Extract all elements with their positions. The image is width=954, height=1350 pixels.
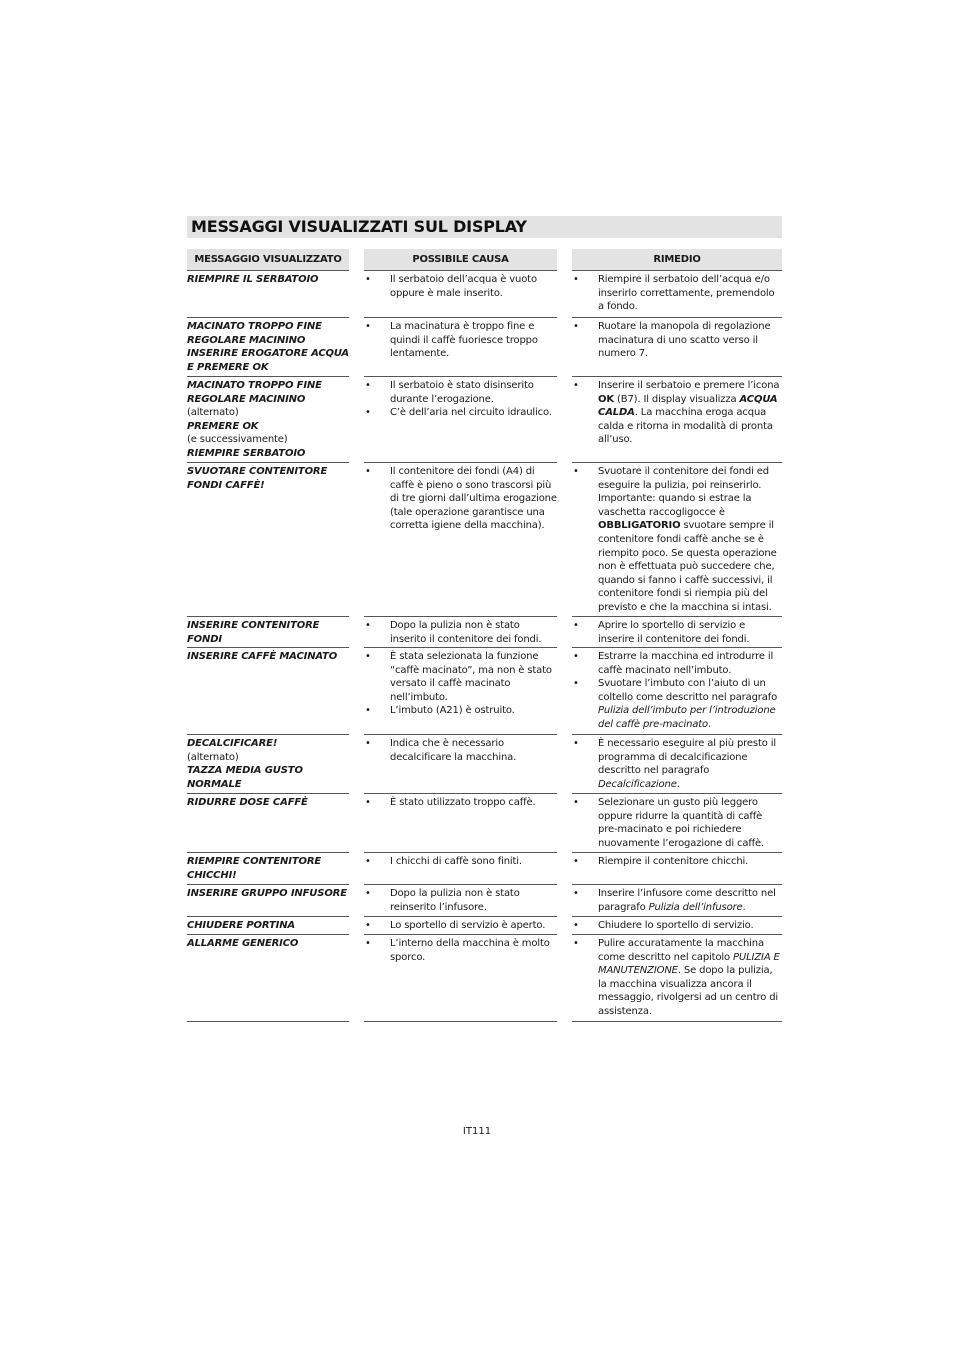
remedy-list [572, 937, 782, 1019]
text-run: Riempire il serbatoio dell’acqua e/o inserirlo correttamente, premendolo a fondo. [598, 274, 775, 313]
table-row [0, 793, 954, 852]
text-run: Inserire l’infusore come descritto nel paragrafo [598, 888, 776, 913]
cause-item [364, 406, 557, 420]
remedy-item [572, 737, 782, 791]
remedy-list [572, 650, 782, 732]
remedy-cell [572, 462, 782, 616]
text-run: Svuotare il contenitore dei fondi ed eseguire la pulizia, poi reinserirlo. Importante: quando si estrae la vaschetta raccogligocce è [598, 466, 769, 518]
cause-cell [364, 852, 557, 884]
remedy-item [572, 465, 782, 615]
cause-list [364, 919, 557, 933]
message-line: RIEMPIRE IL SERBATOIO [187, 274, 319, 285]
message-cell [187, 734, 349, 793]
message-cell [187, 376, 349, 462]
text-run: Lo sportello di servizio è aperto. [390, 920, 546, 931]
cause-cell [364, 647, 557, 734]
text-run: Decalcificazione [598, 778, 677, 790]
cause-cell [364, 934, 557, 1021]
text-run: Ruotare la manopola di regolazione macinatura di uno scatto verso il numero 7. [598, 321, 771, 360]
remedy-list [572, 273, 782, 314]
table-row [0, 852, 954, 884]
text-run: OK [598, 393, 614, 405]
cause-item [364, 273, 557, 300]
remedy-cell [572, 270, 782, 317]
remedy-item [572, 796, 782, 850]
cause-cell [364, 462, 557, 616]
remedy-item [572, 619, 782, 646]
remedy-item [572, 677, 782, 731]
text-run: I chicchi di caffè sono finiti. [390, 856, 522, 867]
remedy-list [572, 887, 782, 914]
message-line: INSERIRE EROGATORE ACQUA E PREMERE OK [187, 348, 349, 373]
table-row [0, 884, 954, 916]
message-cell [187, 934, 349, 1021]
text-run: Pulizia dell’infusore [648, 901, 743, 913]
cause-list [364, 650, 557, 718]
remedy-item [572, 919, 782, 933]
text-run: . [742, 901, 746, 913]
text-run: Selezionare un gusto più leggero oppure ridurre la quantità di caffè pre-macinato e poi richiedere nuovamente l’erogazione di caffè. [598, 797, 765, 849]
text-run: Estrarre la macchina ed introdurre il caffè macinato nell’imbuto. [598, 651, 774, 676]
text-run: Il serbatoio è stato disinserito durante l’erogazione. [390, 380, 534, 405]
message-line: INSERIRE CONTENITORE FONDI [187, 620, 320, 645]
message-line: (alternato) [187, 407, 239, 419]
table-row [0, 647, 954, 734]
message-line: (alternato) [187, 751, 239, 763]
remedy-cell [572, 916, 782, 934]
text-run: Pulire accuratamente la macchina come descritto nel capitolo [598, 938, 764, 963]
cause-list [364, 273, 557, 300]
remedy-list [572, 855, 782, 869]
cause-item [364, 737, 557, 764]
remedy-cell [572, 852, 782, 884]
message-line: INSERIRE CAFFÈ MACINATO [187, 651, 338, 662]
cause-cell [364, 793, 557, 852]
message-line: RIEMPIRE SERBATOIO [187, 447, 306, 459]
remedy-cell [572, 934, 782, 1021]
message-line: REGOLARE MACININO [187, 393, 306, 405]
remedy-item [572, 273, 782, 314]
table-bottom-rule [572, 1021, 782, 1022]
remedy-item [572, 887, 782, 914]
text-run: È necessario eseguire al più presto il programma di decalcificazione descritto nel paragrafo [598, 738, 776, 777]
cause-list [364, 320, 557, 361]
cause-item [364, 887, 557, 914]
remedy-list [572, 737, 782, 791]
message-cell [187, 916, 349, 934]
cause-item [364, 796, 557, 810]
text-run: Svuotare l’imbuto con l’aiuto di un coltello come descritto nel paragrafo [598, 678, 778, 703]
message-line: MACINATO TROPPO FINE [187, 380, 322, 391]
table-row [0, 270, 954, 317]
cause-item [364, 937, 557, 964]
text-run: Il contenitore dei fondi (A4) di caffè è pieno o sono trascorsi più di tre giorni dall’ultima erogazione (tale operazione garantisce una corretta igiene della macchina). [390, 466, 557, 532]
remedy-list [572, 796, 782, 850]
text-run: . [676, 778, 680, 790]
cause-list [364, 887, 557, 914]
cause-cell [364, 270, 557, 317]
cause-list [364, 796, 557, 810]
text-run: Aprire lo sportello di servizio e inserire il contenitore dei fondi. [598, 620, 750, 645]
remedy-item [572, 320, 782, 361]
text-run: C’è dell’aria nel circuito idraulico. [390, 407, 552, 419]
message-line: ALLARME GENERICO [187, 938, 299, 949]
cause-cell [364, 376, 557, 462]
message-line: CHIUDERE PORTINA [187, 920, 296, 931]
remedy-list [572, 465, 782, 615]
table-row [0, 616, 954, 647]
column-header-remedy: RIMEDIO [572, 249, 782, 270]
column-header-cause: POSSIBILE CAUSA [364, 249, 557, 270]
text-run: È stato utilizzato troppo caffè. [390, 797, 536, 808]
text-run: Il serbatoio dell’acqua è vuoto oppure è male inserito. [390, 274, 537, 299]
cause-item [364, 855, 557, 869]
cause-cell [364, 317, 557, 376]
cause-list [364, 855, 557, 869]
table-row [0, 734, 954, 793]
message-cell [187, 884, 349, 916]
cause-cell [364, 916, 557, 934]
message-line: SVUOTARE CONTENITORE FONDI CAFFÈ! [187, 466, 328, 491]
remedy-list [572, 320, 782, 361]
text-run: svuotare sempre il contenitore fondi caffè anche se è riempito poco. Se questa operazione non è effettuata può succedere che, quando si fanno i caffè successivi, il contenitore fondi si riempia più del previsto e che la macchina si intasi. [598, 520, 777, 613]
message-line: INSERIRE GRUPPO INFUSORE [187, 888, 347, 899]
message-cell [187, 462, 349, 616]
cause-item [364, 704, 557, 718]
message-line: DECALCIFICARE! [187, 738, 278, 749]
remedy-item [572, 937, 782, 1019]
cause-list [364, 619, 557, 646]
message-line: TAZZA MEDIA GUSTO NORMALE [187, 765, 303, 790]
message-cell [187, 793, 349, 852]
text-run: (B7). Il display visualizza [613, 393, 740, 405]
page-number: IT111 [462, 1126, 492, 1137]
text-run: Dopo la pulizia non è stato reinserito l’infusore. [390, 888, 520, 913]
cause-list [364, 379, 557, 420]
cause-item [364, 619, 557, 646]
text-run: Indica che è necessario decalcificare la macchina. [390, 738, 517, 763]
message-line: RIEMPIRE CONTENITORE CHICCHI! [187, 856, 322, 881]
remedy-cell [572, 317, 782, 376]
message-cell [187, 647, 349, 734]
table-bottom-rule [187, 1021, 349, 1022]
cause-item [364, 919, 557, 933]
text-run: . Se dopo la pulizia, la macchina visualizza ancora il messaggio, rivolgersi ad un centro di assistenza. [598, 965, 779, 1017]
table-row [0, 916, 954, 934]
text-run: OBBLIGATORIO [598, 520, 681, 532]
message-cell [187, 852, 349, 884]
message-line: MACINATO TROPPO FINE [187, 321, 322, 332]
text-run: PULIZIA E MANUTENZIONE [598, 951, 780, 977]
table-row [0, 376, 954, 462]
message-line: RIDURRE DOSE CAFFÈ [187, 797, 308, 808]
remedy-cell [572, 793, 782, 852]
text-run: ACQUA CALDA [598, 393, 778, 419]
text-run: . [708, 718, 712, 730]
table-row [0, 317, 954, 376]
remedy-cell [572, 616, 782, 647]
remedy-cell [572, 884, 782, 916]
cause-item [364, 320, 557, 361]
remedy-item [572, 855, 782, 869]
cause-list [364, 937, 557, 964]
message-line: REGOLARE MACININO [187, 334, 306, 346]
message-cell [187, 616, 349, 647]
table-row [0, 462, 954, 616]
cause-item [364, 650, 557, 704]
cause-cell [364, 616, 557, 647]
message-cell [187, 270, 349, 317]
remedy-cell [572, 647, 782, 734]
message-line: (e successivamente) [187, 434, 288, 446]
remedy-list [572, 919, 782, 933]
cause-item [364, 465, 557, 533]
section-title: MESSAGGI VISUALIZZATI SUL DISPLAY [191, 217, 527, 236]
cause-cell [364, 734, 557, 793]
message-cell [187, 317, 349, 376]
cause-cell [364, 884, 557, 916]
text-run: Dopo la pulizia non è stato inserito il contenitore dei fondi. [390, 620, 542, 645]
text-run: La macinatura è troppo fine e quindi il caffè fuoriesce troppo lentamente. [390, 321, 538, 360]
text-run: . La macchina eroga acqua calda e ritorna in modalità di pronta all’uso. [598, 407, 773, 446]
remedy-item [572, 650, 782, 677]
text-run: Riempire il contenitore chicchi. [598, 856, 749, 867]
remedy-cell [572, 734, 782, 793]
cause-item [364, 379, 557, 406]
cause-list [364, 465, 557, 533]
text-run: Chiudere lo sportello di servizio. [598, 920, 754, 931]
remedy-cell [572, 376, 782, 462]
text-run: Pulizia dell’imbuto per l’introduzione del caffè pre-macinato [598, 705, 776, 730]
section-title-bar [187, 216, 782, 238]
remedy-list [572, 379, 782, 447]
text-run: L’imbuto (A21) è ostruito. [390, 705, 515, 717]
column-header-message: MESSAGGIO VISUALIZZATO [187, 249, 349, 270]
text-run: Inserire il serbatoio e premere l’icona [598, 380, 780, 391]
cause-list [364, 737, 557, 764]
message-line: PREMERE OK [187, 420, 259, 432]
remedy-item [572, 379, 782, 447]
text-run: L’interno della macchina è molto sporco. [390, 938, 550, 963]
table-bottom-rule [364, 1021, 557, 1022]
text-run: È stata selezionata la funzione “caffè macinato”, ma non è stato versato il caffè macinato nell’imbuto. [390, 651, 552, 703]
table-row [0, 934, 954, 1021]
remedy-list [572, 619, 782, 646]
